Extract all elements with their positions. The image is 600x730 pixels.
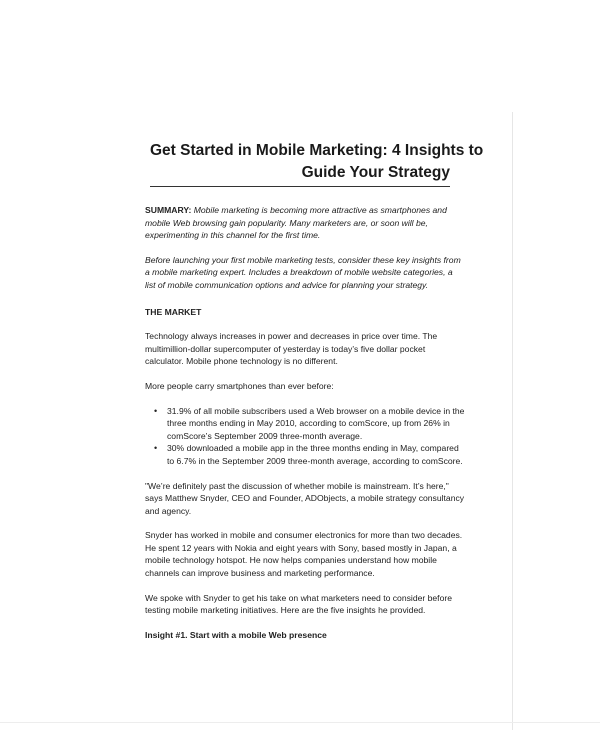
- document-body: [145, 204, 465, 641]
- quote-paragraph: "We’re definitely past the discussion of whether mobile is mainstream. It’s here," says Matthew Snyder, CEO and Founder, ADObjects, a mobile strategy consultancy and agency.: [145, 480, 465, 516]
- section-heading-market: THE MARKET: [145, 306, 202, 317]
- market-paragraph-2: More people carry smartphones than ever before:: [145, 380, 334, 391]
- summary-text: Mobile marketing is becoming more attractive as smartphones and mobile Web browsing gain popularity. Many marketers are, or soon will be, experimenting in this channel for the first time.: [145, 205, 447, 241]
- title-line-2: Guide Your Strategy: [301, 164, 450, 181]
- stats-bullet-list: [145, 405, 465, 468]
- market-paragraph-1: Technology always increases in power and decreases in price over time. The multimillion-dollar supercomputer of yesterday is today’s five dollar pocket calculator. Mobile phone technology is no different.: [145, 331, 438, 367]
- insights-intro-paragraph: We spoke with Snyder to get his take on what marketers need to consider before testing mobile marketing initiatives. Here are the five insights he provided.: [145, 592, 452, 616]
- document-title: [150, 140, 484, 184]
- title-underline: [150, 186, 450, 187]
- title-line-1: Get Started in Mobile Marketing: 4 Insights to: [150, 142, 484, 159]
- insight-1-heading: Insight #1. Start with a mobile Web presence: [145, 629, 327, 640]
- margin-rule: [512, 112, 513, 730]
- intro-paragraph: Before launching your first mobile marketing tests, consider these key insights from a mobile marketing expert. Includes a breakdown of mobile website categories, a list of mobile communication options and advice for planning your strategy.: [145, 254, 461, 290]
- bio-paragraph: Snyder has worked in mobile and consumer electronics for more than two decades. He spent 12 years with Nokia and eight years with Sony, based mostly in Japan, a mobile technology hotspot. He now helps companies understand how mobile channels can improve business and marketing performance.: [145, 530, 463, 579]
- list-item: • 30% downloaded a mobile app in the three months ending in May, compared to 6.7% in the September 2009 three-month average, according to comScore.: [167, 442, 465, 467]
- summary-label: SUMMARY:: [145, 205, 192, 215]
- list-item: • 31.9% of all mobile subscribers used a Web browser on a mobile device in the three months ending in May 2010, according to comScore, up from 26% in comScore’s September 2009 three-month average.: [167, 405, 465, 443]
- summary-paragraph: [145, 204, 465, 242]
- bottom-edge: [0, 722, 600, 723]
